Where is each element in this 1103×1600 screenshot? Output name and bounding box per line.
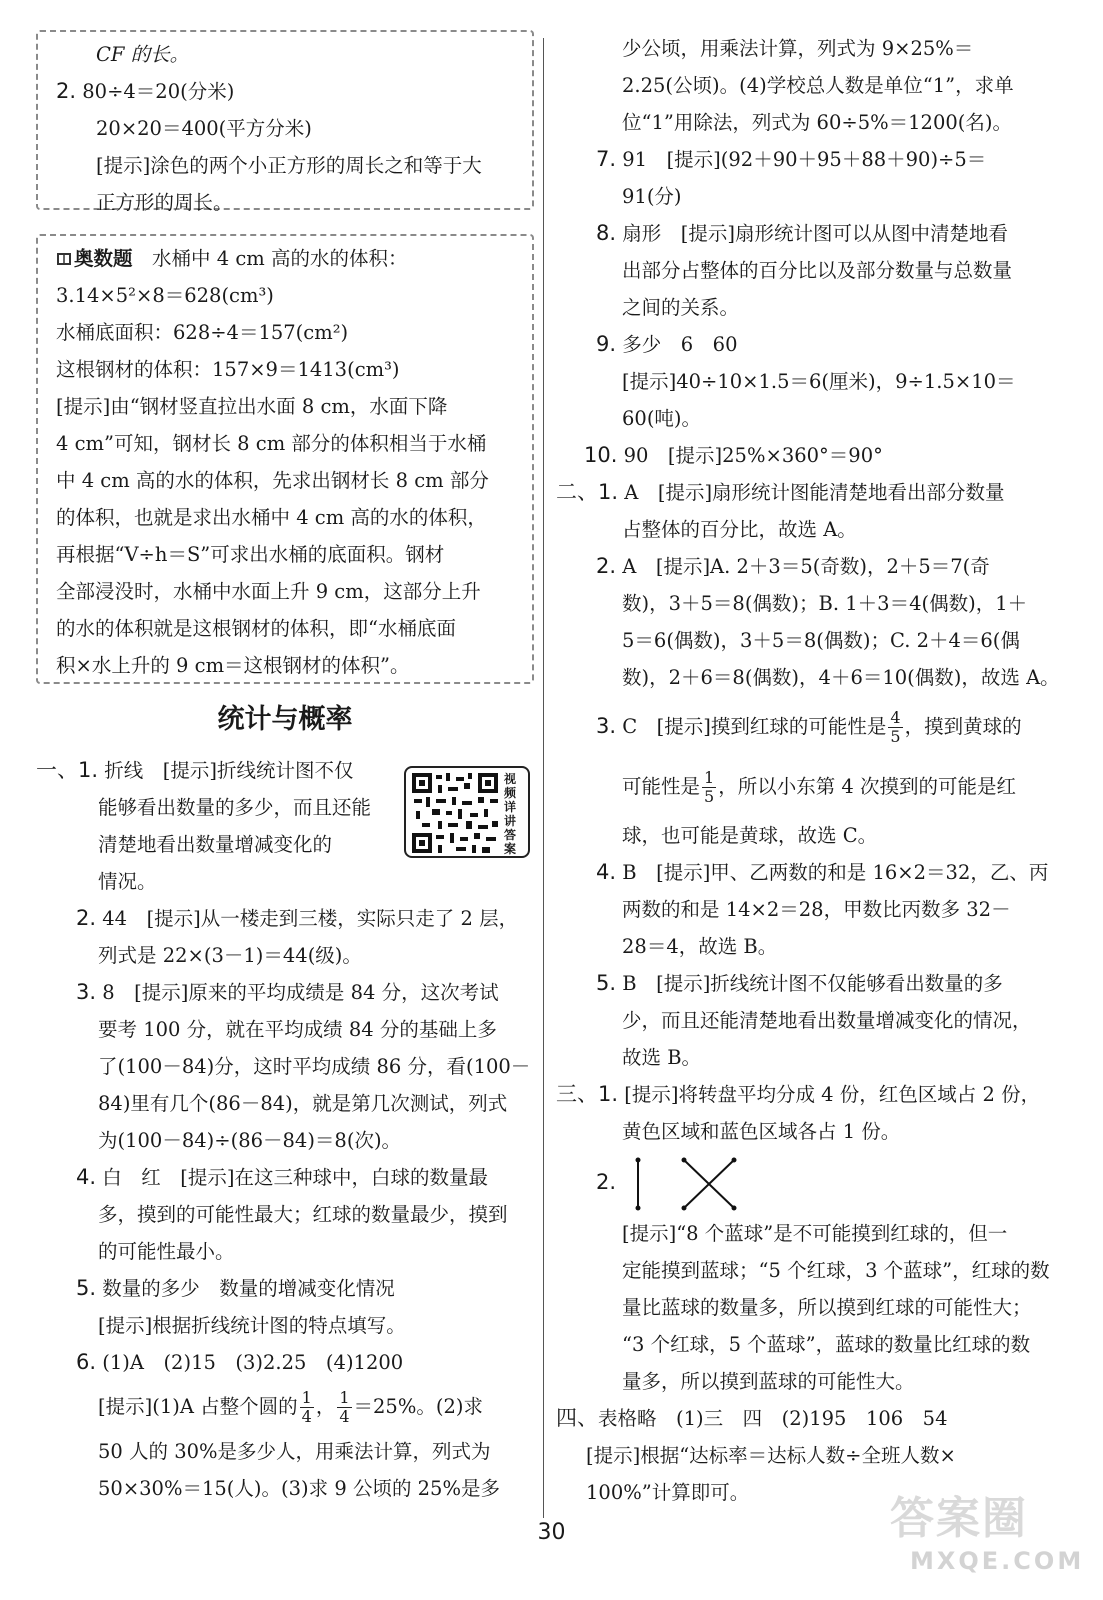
text-line: 全部浸没时，水桶中水面上升 9 cm，这部分上升	[56, 580, 481, 603]
item-number: 8.	[596, 221, 617, 245]
text-line: 两数的和是 14×2＝28，甲数比丙数多 32－	[622, 898, 1011, 921]
text-line: 多，摸到的可能性最大；红球的数量最少，摸到	[98, 1203, 508, 1226]
text-line: 6. (1)A (2)15 (3)2.25 (4)1200	[76, 1350, 404, 1374]
text-line: 情况。	[98, 870, 157, 893]
text-line: 4 cm”可知，钢材长 8 cm 部分的体积相当于水桶	[56, 432, 487, 455]
text-line: 的水的体积就是这根钢材的体积，即“水桶底面	[56, 617, 456, 640]
text-line: 3.14×5²×8＝628(cm³)	[56, 284, 274, 307]
text-line: 50×30%＝15(人)。(3)求 9 公顷的 25%是多	[98, 1477, 500, 1500]
text-line: 出部分占整体的百分比以及部分数量与总数量	[622, 259, 1013, 282]
text-line: 28＝4，故选 B。	[622, 935, 778, 958]
text-line: [提示]涂色的两个小正方形的周长之和等于大	[96, 154, 482, 177]
text-line: 84)里有几个(86－84)，就是第几次测试，列式	[98, 1092, 508, 1115]
fraction: $\frac{4}{5}$	[890, 708, 901, 746]
text-line: 了(100－84)分，这时平均成绩 86 分，看(100－	[98, 1055, 531, 1078]
text-line: 故选 B。	[622, 1046, 702, 1069]
text-line	[556, 1150, 1060, 1215]
right-column	[556, 30, 1060, 1511]
text-line: 2.25(公顷)。(4)学校总人数是单位“1”，求单	[622, 74, 1014, 97]
item-number: 2.	[76, 906, 97, 930]
text-line: 正方形的周长。	[96, 191, 233, 214]
item-number: 7.	[596, 147, 617, 171]
text-line: 定能摸到蓝球；“5 个红球，3 个蓝球”，红球的数	[622, 1259, 1050, 1282]
text-line: [提示]40÷10×1.5＝6(厘米)，9÷1.5×10＝	[622, 370, 1016, 393]
item-number: 4.	[76, 1165, 97, 1189]
text-line: 积×水上升的 9 cm＝这根钢材的体积”。	[56, 654, 410, 677]
text-line: 列式是 22×(3－1)＝44(级)。	[98, 944, 362, 967]
text-line: 水桶底面积：628÷4＝157(cm²)	[56, 321, 349, 344]
text-line: 数)，2＋6＝8(偶数)，4＋6＝10(偶数)，故选 A。	[622, 666, 1060, 689]
text-line: 20×20＝400(平方分米)	[96, 117, 312, 140]
fraction: $\frac{1}{5}$	[704, 768, 715, 806]
item-number: 3.	[76, 980, 97, 1004]
item-number: 6.	[76, 1350, 97, 1374]
text-line: “3 个红球，5 个蓝球”，蓝球的数量比红球的数	[622, 1333, 1031, 1356]
text-line: 黄色区域和蓝色区域各占 1 份。	[622, 1120, 901, 1143]
qr-code[interactable]	[404, 766, 530, 858]
text-line: [提示]根据折线统计图的特点填写。	[98, 1314, 406, 1337]
text-line: 清楚地看出数量增减变化的	[98, 833, 333, 856]
text-line: [提示](1)A 占整个圆的 $\frac{1}{4}$ ， $\frac{1}{4}$ ＝25%。(2)求	[98, 1388, 483, 1426]
text-line: 10. 90 [提示]25%×360°＝90°	[584, 443, 883, 467]
text-line: 中 4 cm 高的水的体积，先求出钢材长 8 cm 部分	[56, 469, 489, 492]
text-line: [提示]由“钢材竖直拉出水面 8 cm，水面下降	[56, 395, 448, 418]
book-icon	[56, 251, 72, 267]
text-line: 球，也可能是黄球，故选 C。	[622, 824, 878, 847]
text-line: [提示]“8 个蓝球”是不可能摸到红球的，但一	[622, 1222, 1008, 1245]
item-number: 2.	[56, 79, 77, 103]
text-line: 量比蓝球的数量多，所以摸到红球的可能性大；	[622, 1296, 1032, 1319]
page-number: 30	[537, 1520, 566, 1545]
text-line: 5＝6(偶数)，3＋5＝8(偶数)；C. 2＋4＝6(偶	[622, 629, 1020, 652]
text-line: 100%”计算即可。	[586, 1481, 750, 1504]
item-number: 5.	[596, 971, 617, 995]
text-line: 9. 多少 6 60	[596, 332, 738, 356]
text-line: [提示]根据“达标率＝达标人数÷全班人数×	[586, 1444, 956, 1467]
text-line: 的可能性最小。	[98, 1240, 235, 1263]
item-number: 四、	[556, 1406, 598, 1430]
text-line: 5. B [提示]折线统计图不仅能够看出数量的多	[596, 971, 1003, 995]
item-number: 2.	[596, 1170, 617, 1194]
item-number: 10.	[584, 443, 618, 467]
qr-pattern-icon	[412, 773, 498, 853]
text-line: 一、1. 折线 [提示]折线统计图不仅	[36, 758, 354, 782]
olympiad-box	[36, 234, 534, 684]
site-watermark: 答案圈 MXQE.COM	[890, 1493, 1085, 1575]
item-number: 5.	[76, 1276, 97, 1300]
text-line: 的体积，也就是求出水桶中 4 cm 高的水的体积，	[56, 506, 487, 529]
text-line: 二、1. A [提示]扇形统计图能清楚地看出部分数量	[556, 480, 1005, 504]
text-line: 位“1”用除法，列式为 60÷5%＝1200(名)。	[622, 111, 1012, 134]
line-matching-figure	[628, 1156, 748, 1212]
text-line: 5. 数量的多少 数量的增减变化情况	[76, 1276, 395, 1300]
text-line: 三、1. [提示]将转盘平均分成 4 份，红色区域占 2 份，	[556, 1082, 1041, 1106]
text-line: 要考 100 分，就在平均成绩 84 分的基础上多	[98, 1018, 497, 1041]
text-line: 占整体的百分比，故选 A。	[622, 518, 857, 541]
text-line: 2. 44 [提示]从一楼走到三楼，实际只走了 2 层，	[76, 906, 519, 930]
item-number: 4.	[596, 860, 617, 884]
text-line: 91(分)	[622, 185, 682, 208]
fraction: $\frac{1}{4}$	[339, 1388, 350, 1426]
item-number: 9.	[596, 332, 617, 356]
text-line: 60(吨)。	[622, 407, 702, 430]
text-line: 3. 8 [提示]原来的平均成绩是 84 分，这次考试	[76, 980, 499, 1004]
text-line: CF 的长。	[96, 43, 190, 66]
text-line: 数)，3＋5＝8(偶数)；B. 1＋3＝4(偶数)，1＋	[622, 592, 1028, 615]
qr-label: 视频详讲答案	[504, 772, 517, 856]
text-line: 能够看出数量的多少，而且还能	[98, 796, 372, 819]
text-line: 少，而且还能清楚地看出数量增减变化的情况，	[622, 1009, 1032, 1032]
text-line: 4. 白 红 [提示]在这三种球中，白球的数量最	[76, 1165, 488, 1189]
column-divider	[543, 38, 544, 1518]
text-line: 2. A [提示]A. 2＋3＝5(奇数)，2＋5＝7(奇	[596, 554, 990, 578]
text-line: 7. 91 [提示](92＋90＋95＋88＋90)÷5＝	[596, 147, 987, 171]
item-number: 二、1.	[556, 480, 619, 504]
olympiad-label: 奥数题	[56, 247, 133, 270]
text-line: 奥数题 水桶中 4 cm 高的水的体积：	[56, 240, 520, 277]
text-line: 可能性是 $\frac{1}{5}$ ，所以小东第 4 次摸到的可能是红	[622, 768, 1017, 806]
text-line: 为(100－84)÷(86－84)＝8(次)。	[98, 1129, 402, 1152]
text-line: 之间的关系。	[622, 296, 740, 319]
item-number: 三、1.	[556, 1082, 619, 1106]
text-line: 50 人的 30%是多少人，用乘法计算，列式为	[98, 1440, 491, 1463]
section-title: 统计与概率	[217, 704, 353, 735]
text-line: 4. B [提示]甲、乙两数的和是 16×2＝32，乙、丙	[596, 860, 1049, 884]
text-line: 四、表格略 (1)三 四 (2)195 106 54	[556, 1406, 948, 1430]
item-number: 2.	[596, 554, 617, 578]
fraction: $\frac{1}{4}$	[301, 1388, 312, 1426]
text-line: 这根钢材的体积：157×9＝1413(cm³)	[56, 358, 400, 381]
text-line: 量多，所以摸到蓝球的可能性大。	[622, 1370, 915, 1393]
item-number: 一、1.	[36, 758, 99, 782]
text-line: 再根据“V÷h＝S”可求出水桶的底面积。钢材	[56, 543, 445, 566]
text-line: 2. 80÷4＝20(分米)	[56, 79, 235, 103]
text-line: 8. 扇形 [提示]扇形统计图可以从图中清楚地看	[596, 221, 1008, 245]
item-number: 3.	[596, 714, 617, 738]
text-line: 少公顷，用乘法计算，列式为 9×25%＝	[622, 37, 974, 60]
text-line: 3. C [提示]摸到红球的可能性是 $\frac{4}{5}$ ，摸到黄球的	[596, 708, 1022, 746]
answer-box-1	[36, 30, 534, 214]
